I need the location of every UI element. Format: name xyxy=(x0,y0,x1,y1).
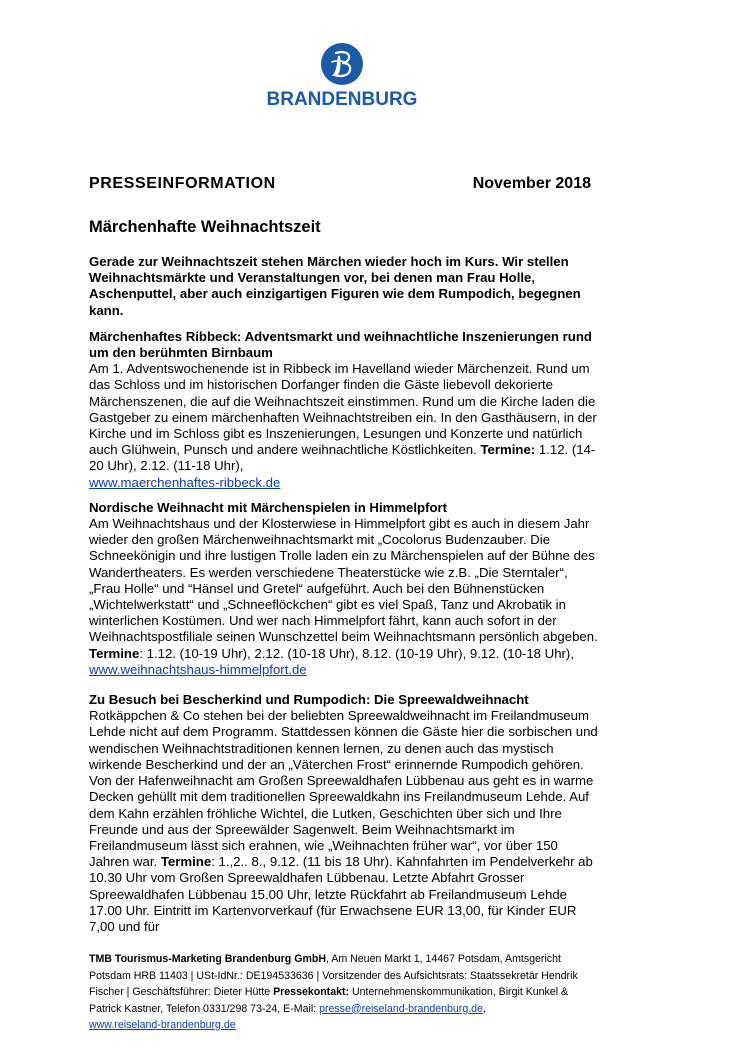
dates-text: 1.12. (14-20 Uhr), 2.12. (11-18 Uhr), xyxy=(89,442,596,474)
company-name: TMB Tourismus-Marketing Brandenburg GmbH xyxy=(89,953,326,965)
section-heading: Nordische Weihnacht mit Märchenspielen in Himmelpfort xyxy=(89,499,448,515)
document-date: November 2018 xyxy=(472,175,591,192)
brand-logo xyxy=(261,42,423,111)
lead-paragraph: Gerade zur Weihnachtszeit stehen Märchen wieder hoch im Kurs. Wir stellen Weihnachtsmärkte und Veranstaltungen vor, bei denen man Frau Holle, Aschenputtel, aber auch einzigartigen Figuren wie dem Rumpodich, begegnen kann. xyxy=(89,254,581,318)
article-body xyxy=(89,254,601,944)
document-header xyxy=(89,175,591,193)
page-title: Märchenhafte Weihnachtszeit xyxy=(89,218,321,236)
section-text: Am 1. Adventswochenende ist in Ribbeck im Havelland wieder Märchenzeit. Rund um das Schloss und im historischen Dorfanger finden die Gäste liebevoll dekorierte Märchenszenen, die auf die Weihnachtszeit einstimmen. Rund um die Kirche laden die Gastgeber zu einem märchenhaften Weihnachtstreiben ein. In den Gasthäusern, in der Kirche und im Schloss gibt es Inszenierungen, Lesungen und Konzerte und natürlich auch Glühwein, Punsch und andere weihnachtliche Köstlichkeiten. Termine: 1.12. (14-20 Uhr), 2.12. (11-18 Uhr), www.maerchenhaftes-ribbeck.de xyxy=(89,361,597,490)
section-text: Am Weihnachtshaus und der Klosterwiese in Himmelpfort gibt es auch in diesem Jahr wieder den großen Märchenweihnachtsmarkt mit „Cocolorus Budenzauber. Die Schneekönigin und ihre lustigen Trolle laden ein zu Märchenspielen auf der Bühne des Wandertheaters. Es werden verschiedene Theaterstücke wie z.B. „Die Sterntaler“, „Frau Holle“ und “Hänsel und Gretel“ aufgeführt. Auch bei den Bühnenstücken „Wichtelwerkstatt“ und „Schneeflöckchen“ gibt es viel Spaß, Tanz und Akrobatik in winterlichen Kostümen. Und wer nach Himmelpfort fährt, kann auch sofort in der Weihnachtspostfiliale seinen Wunschzettel beim Weihnachtsmann persönlich abgeben. Termine: 1.12. (10-19 Uhr), 2.12. (10-18 Uhr), 8.12. (10-19 Uhr), 9.12. (10-18 Uhr), www.weihnachtshaus-himmelpfort.de xyxy=(89,516,598,677)
website-link[interactable]: www.reiseland-brandenburg.de xyxy=(89,1019,236,1031)
section-ribbeck xyxy=(89,329,601,491)
dates-text: : 1.,2.. 8., 9.12. (11 bis 18 Uhr). Kahnfahrten im Pendelverkehr ab 10.30 Uhr vom Großen Spreewaldhafen Lübbenau. Letzte Abfahrt Grosser Spreewaldhafen Lübbenau 15.00 Uhr, letzte Rückfahrt ab Freilandmuseum Lehde 17.00 Uhr. Eintritt im Kartenvorverkauf (für Erwachsene EUR 13,00, für Kinder EUR 7,00 und für xyxy=(89,854,593,934)
link-maerchenhaftes-ribbeck[interactable]: www.maerchenhaftes-ribbeck.de xyxy=(89,474,281,490)
dates-label: Termine: xyxy=(480,442,536,458)
section-text: Rotkäppchen & Co stehen bei der beliebten Spreewaldweihnacht im Freilandmuseum Lehde nicht auf dem Programm. Stattdessen können die Gäste hier die sorbischen und wendischen Weihnachtstraditionen kennen lernen, zu denen auch das mystisch wirkende Bescherkind und der an „Väterchen Frost“ erinnernde Rumpodich gehören. Von der Hafenweihnacht am Großen Spreewaldhafen Lübbenau aus geht es in warme Decken gehüllt mit dem traditionellen Spreewaldkahn ins Freilandmuseum Lehde. Auf dem Kahn erzählen fröhliche Wichtel, die Lutken, Geschichten über sich und Ihre Freunde und aus der Spreewälder Sagenwelt. Beim Weihnachtsmarkt im Freilandmuseum lässt sich erahnen, wie „Weihnachten früher war“, vor über 150 Jahren war. Termine: 1.,2.. 8., 9.12. (11 bis 18 Uhr). Kahnfahrten im Pendelverkehr ab 10.30 Uhr vom Großen Spreewaldhafen Lübbenau. Letzte Abfahrt Grosser Spreewaldhafen Lübbenau 15.00 Uhr, letzte Rückfahrt ab Freilandmuseum Lehde 17.00 Uhr. Eintritt im Kartenvorverkauf (für Erwachsene EUR 13,00, für Kinder EUR 7,00 und für xyxy=(89,708,598,934)
dates-text: : 1.12. (10-19 Uhr), 2.12. (10-18 Uhr), 8.12. (10-19 Uhr), 9.12. (10-18 Uhr), xyxy=(139,645,574,661)
company-footer: TMB Tourismus-Marketing Brandenburg GmbH, Am Neuen Markt 1, 14467 Potsdam, Amtsgericht Potsdam HRB 11403 | USt-IdNr.: DE194533636 | Vorsitzender des Aufsichtsrats: Staatssekretär Hendrik Fischer | Geschäftsführer: Dieter Hütte Pressekontakt: Unternehmenskommunikation, Birgit Kunkel & Patrick Kastner, Telefon 0331/298 73-24, E-Mail: presse@reiseland-brandenburg.de, www.reiseland-brandenburg.de xyxy=(89,953,578,1031)
section-himmelpfort xyxy=(89,500,601,678)
dates-label: Termine xyxy=(160,854,212,870)
link-weihnachtshaus-himmelpfort[interactable]: www.weihnachtshaus-himmelpfort.de xyxy=(89,661,307,677)
brand-name: BRANDENBURG xyxy=(266,89,418,110)
document-type-label: PRESSEINFORMATION xyxy=(89,175,276,192)
section-heading: Zu Besuch bei Bescherkind und Rumpodich: Die Spreewaldweihnacht xyxy=(89,692,529,708)
section-heading: Märchenhaftes Ribbeck: Adventsmarkt und weihnachtliche Inszenierungen rund um den berühmten Birnbaum xyxy=(89,328,592,361)
section-spreewald xyxy=(89,692,601,935)
press-contact-label: Pressekontakt: xyxy=(273,986,350,998)
email-link[interactable]: presse@reiseland-brandenburg.de xyxy=(319,1002,483,1015)
brandenburg-b-logo-icon xyxy=(320,42,364,86)
dates-label: Termine xyxy=(89,645,140,661)
